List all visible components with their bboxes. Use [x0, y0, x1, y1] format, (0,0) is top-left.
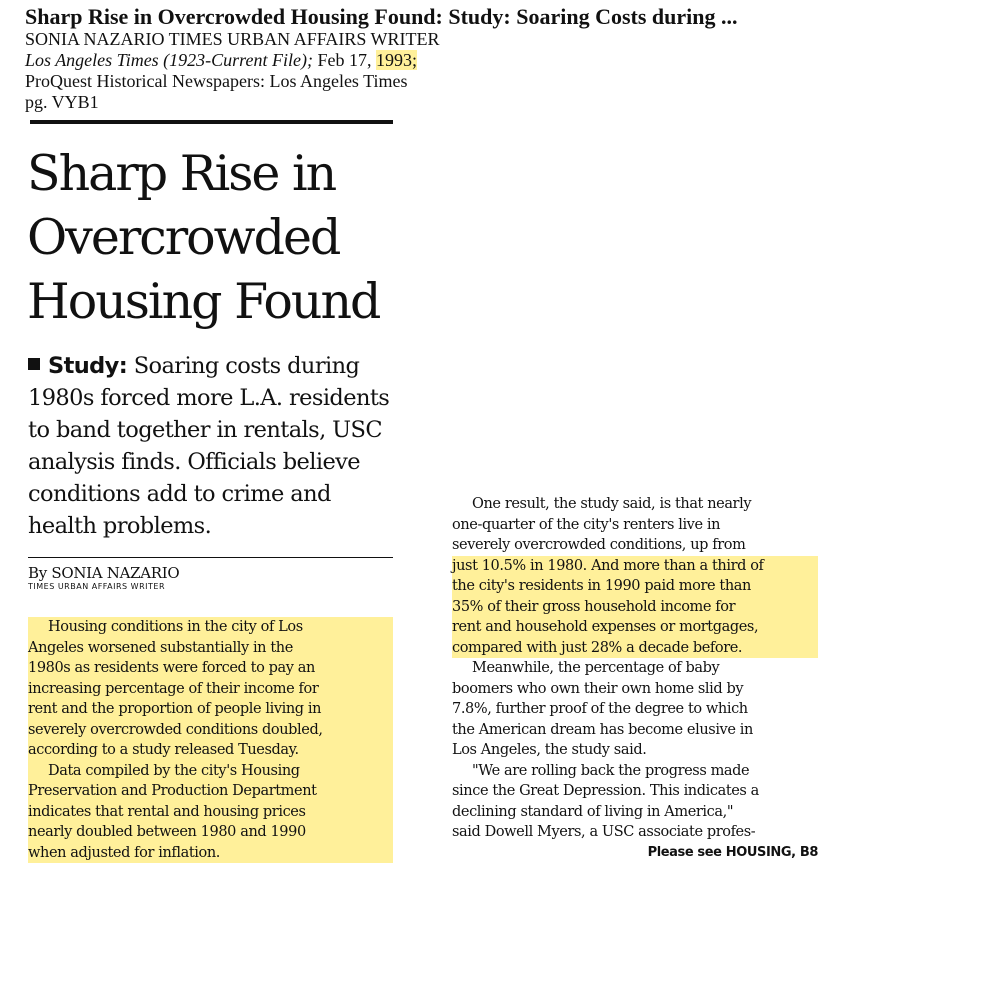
citation-database: ProQuest Historical Newspapers: Los Angeles Times — [25, 71, 408, 91]
body-line: One result, the study said, is that nearly — [472, 496, 752, 512]
deck-line: conditions add to crime and — [28, 481, 331, 507]
deck-line: health problems. — [28, 513, 212, 539]
body-line: Housing conditions in the city of Los — [28, 617, 393, 638]
body-line: Angeles worsened substantially in the — [28, 638, 393, 659]
body-line: declining standard of living in America," — [452, 803, 734, 820]
deck-line: Study: Soaring costs during — [28, 350, 398, 382]
citation-source: Los Angeles Times (1923-Current File); — [25, 50, 313, 70]
body-line: rent and the proportion of people living in — [28, 699, 393, 720]
body-line: compared with just 28% a decade before. — [452, 638, 818, 659]
body-line: the American dream has become elusive in — [452, 721, 753, 738]
citation-date: Feb 17, — [317, 50, 372, 70]
deck-line: to band together in rentals, USC — [28, 417, 382, 443]
square-bullet-icon — [28, 358, 40, 370]
body-line: indicates that rental and housing prices — [28, 802, 393, 823]
body-line: "We are rolling back the progress made — [472, 762, 750, 779]
citation-year: 1993; — [375, 50, 417, 70]
article-body-left-column — [28, 617, 393, 863]
article-headline — [27, 142, 407, 334]
body-line: Data compiled by the city's Housing — [28, 761, 393, 782]
article-body-right-column — [452, 494, 818, 863]
body-line: the city's residents in 1990 paid more than — [452, 576, 818, 597]
citation-author: SONIA NAZARIO TIMES URBAN AFFAIRS WRITER — [25, 29, 440, 49]
headline-line: Overcrowded — [27, 209, 340, 266]
headline-line: Sharp Rise in — [27, 145, 336, 202]
headline-line: Housing Found — [27, 273, 380, 330]
body-line: 35% of their gross household income for — [452, 597, 818, 618]
citation-title[interactable]: Sharp Rise in Overcrowded Housing Found: Study: Soaring Costs during ... — [25, 4, 738, 29]
body-line: boomers who own their own home slid by — [452, 680, 744, 697]
deck-line: 1980s forced more L.A. residents — [28, 385, 390, 411]
body-line: Los Angeles, the study said. — [452, 742, 647, 758]
byline-role: TIMES URBAN AFFAIRS WRITER — [28, 582, 166, 591]
body-line: just 10.5% in 1980. And more than a third of — [452, 556, 818, 577]
body-line: Preservation and Production Department — [28, 781, 393, 802]
citation-page: pg. VYB1 — [25, 92, 99, 112]
article-deck — [28, 350, 398, 542]
body-line: since the Great Depression. This indicates a — [452, 783, 759, 799]
body-line: rent and household expenses or mortgages, — [452, 617, 818, 638]
body-line: severely overcrowded conditions doubled, — [28, 720, 393, 741]
body-line: according to a study released Tuesday. — [28, 740, 393, 761]
deck-line: analysis finds. Officials believe — [28, 449, 360, 475]
body-line: increasing percentage of their income for — [28, 679, 393, 700]
body-line: nearly doubled between 1980 and 1990 — [28, 822, 393, 843]
continuation-jump-line: Please see HOUSING, B8 — [647, 844, 818, 860]
citation-block — [25, 5, 965, 113]
deck-lead: Study: — [48, 353, 128, 379]
body-line: when adjusted for inflation. — [28, 843, 393, 864]
byline-name: By SONIA NAZARIO — [28, 564, 180, 582]
body-line: 7.8%, further proof of the degree to which — [452, 701, 748, 717]
byline — [28, 565, 393, 592]
body-line: said Dowell Myers, a USC associate profes- — [452, 824, 756, 840]
headline-top-rule — [30, 120, 393, 124]
body-line: 1980s as residents were forced to pay an — [28, 658, 393, 679]
body-line: one-quarter of the city's renters live in — [452, 516, 721, 533]
body-line: Meanwhile, the percentage of baby — [472, 660, 720, 676]
citation-source-line — [25, 50, 965, 71]
byline-rule — [28, 557, 393, 558]
body-line: severely overcrowded conditions, up from — [452, 537, 746, 553]
